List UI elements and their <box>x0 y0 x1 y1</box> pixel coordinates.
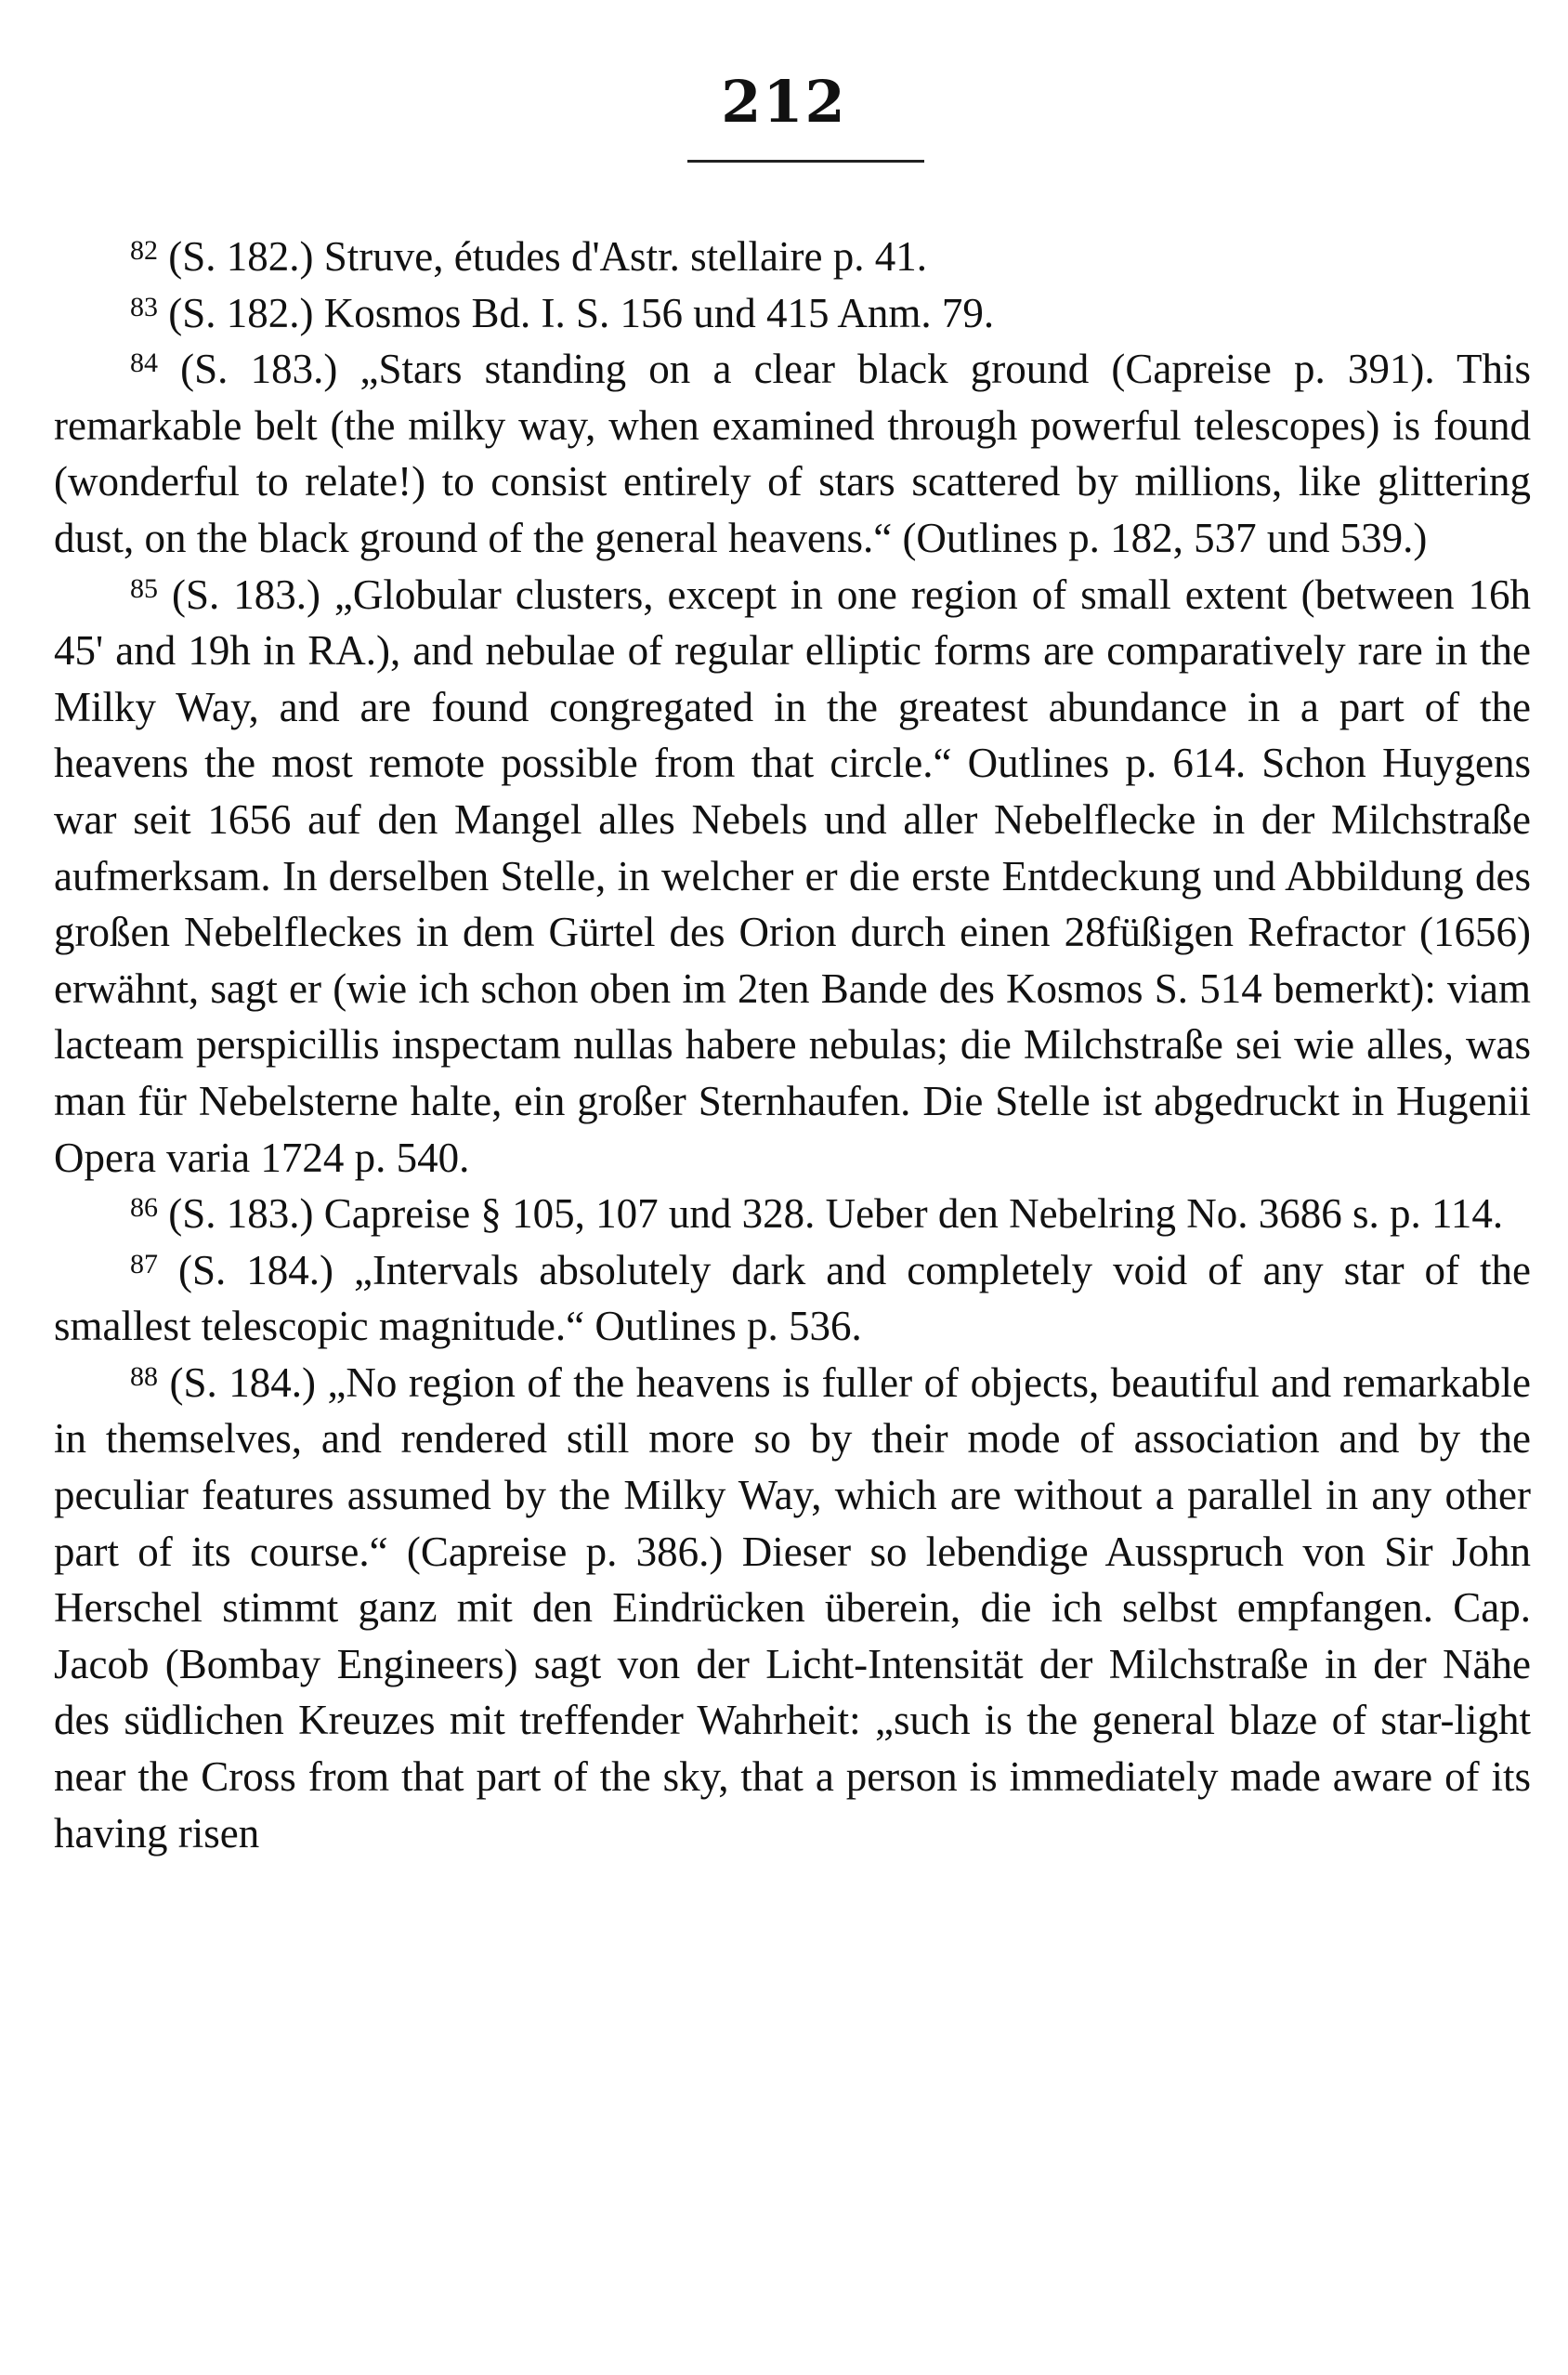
header-rule <box>687 160 924 163</box>
footnote-number: 88 <box>130 1360 158 1392</box>
footnote-number: 84 <box>130 348 158 379</box>
footnote-text: (S. 184.) „No region of the heavens is fuller of objects, beautiful and remarkable in themselves, and rendered still more so by their mode of association and by the peculiar features assumed by the Milky Way, which are without a parallel in any other part of its course.“ (Capreise p. 386.) Dieser so lebendige Ausspruch von Sir John Herschel stimmt ganz mit den Eindrücken überein, die ich selbst empfangen. Cap. Jacob (Bombay Engineers) sagt von der Licht-Intensität der Milchstraße in der Nähe des südlichen Kreuzes mit treffender Wahrheit: „such is the general blaze of star-light near the Cross from that part of the sky, that a person is immediately made aware of its having risen <box>54 1358 1532 1857</box>
footnotes <box>54 229 1531 1861</box>
footnote-text: (S. 182.) Kosmos Bd. I. S. 156 und 415 Anm. 79. <box>168 289 995 336</box>
footnote-number: 85 <box>130 572 158 604</box>
footnote-82 <box>54 229 1531 285</box>
footnote-text: (S. 183.) Capreise § 105, 107 und 328. Ueber den Nebelring No. 3686 s. p. 114. <box>168 1190 1504 1238</box>
footnote-number: 83 <box>130 291 158 322</box>
footnote-85 <box>54 567 1531 1187</box>
footnote-text: (S. 183.) „Globular clusters, except in one region of small extent (between 16h 45' and 19h in RA.), and nebulae of regular elliptic forms are comparatively rare in the Milky Way, and are found congregated in the greatest abundance in a part of the heavens the most remote possible from that circle.“ Outlines p. 614. Schon Huygens war seit 1656 auf den Mangel alles Nebels und aller Nebelflecke in der Milchstraße aufmerksam. In derselben Stelle, in welcher er die erste Entdeckung und Abbildung des großen Nebelfleckes in dem Gürtel des Orion durch einen 28füßigen Refractor (1656) erwähnt, sagt er (wie ich schon oben im 2ten Bande des Kosmos S. 514 bemerkt): viam lacteam perspicillis inspectam nullas habere nebulas; die Milchstraße sei wie alles, was man für Nebelsterne halte, ein großer Sternhaufen. Die Stelle ist abgedruckt in Hugenii Opera varia 1724 p. 540. <box>54 571 1532 1181</box>
footnote-number: 87 <box>130 1248 158 1279</box>
footnote-84 <box>54 341 1531 566</box>
footnote-number: 86 <box>130 1192 158 1224</box>
page-number: 212 <box>721 68 847 136</box>
footnote-text: (S. 182.) Struve, études d'Astr. stellaire p. 41. <box>168 233 927 280</box>
footnote-88 <box>54 1355 1531 1861</box>
footnote-86 <box>54 1186 1531 1242</box>
footnote-83 <box>54 285 1531 342</box>
footnote-number: 82 <box>130 235 158 266</box>
footnote-text: (S. 183.) „Stars standing on a clear black ground (Capreise p. 391). This remarkable belt (the milky way, when examined through powerful telescopes) is found (wonderful to relate!) to consist entirely of stars scattered by millions, like glittering dust, on the black ground of the general heavens.“ (Outlines p. 182, 537 und 539.) <box>54 346 1532 561</box>
footnote-87 <box>54 1242 1531 1355</box>
footnote-text: (S. 184.) „Intervals absolutely dark and completely void of any star of the smallest telescopic magnitude.“ Outlines p. 536. <box>54 1246 1531 1350</box>
